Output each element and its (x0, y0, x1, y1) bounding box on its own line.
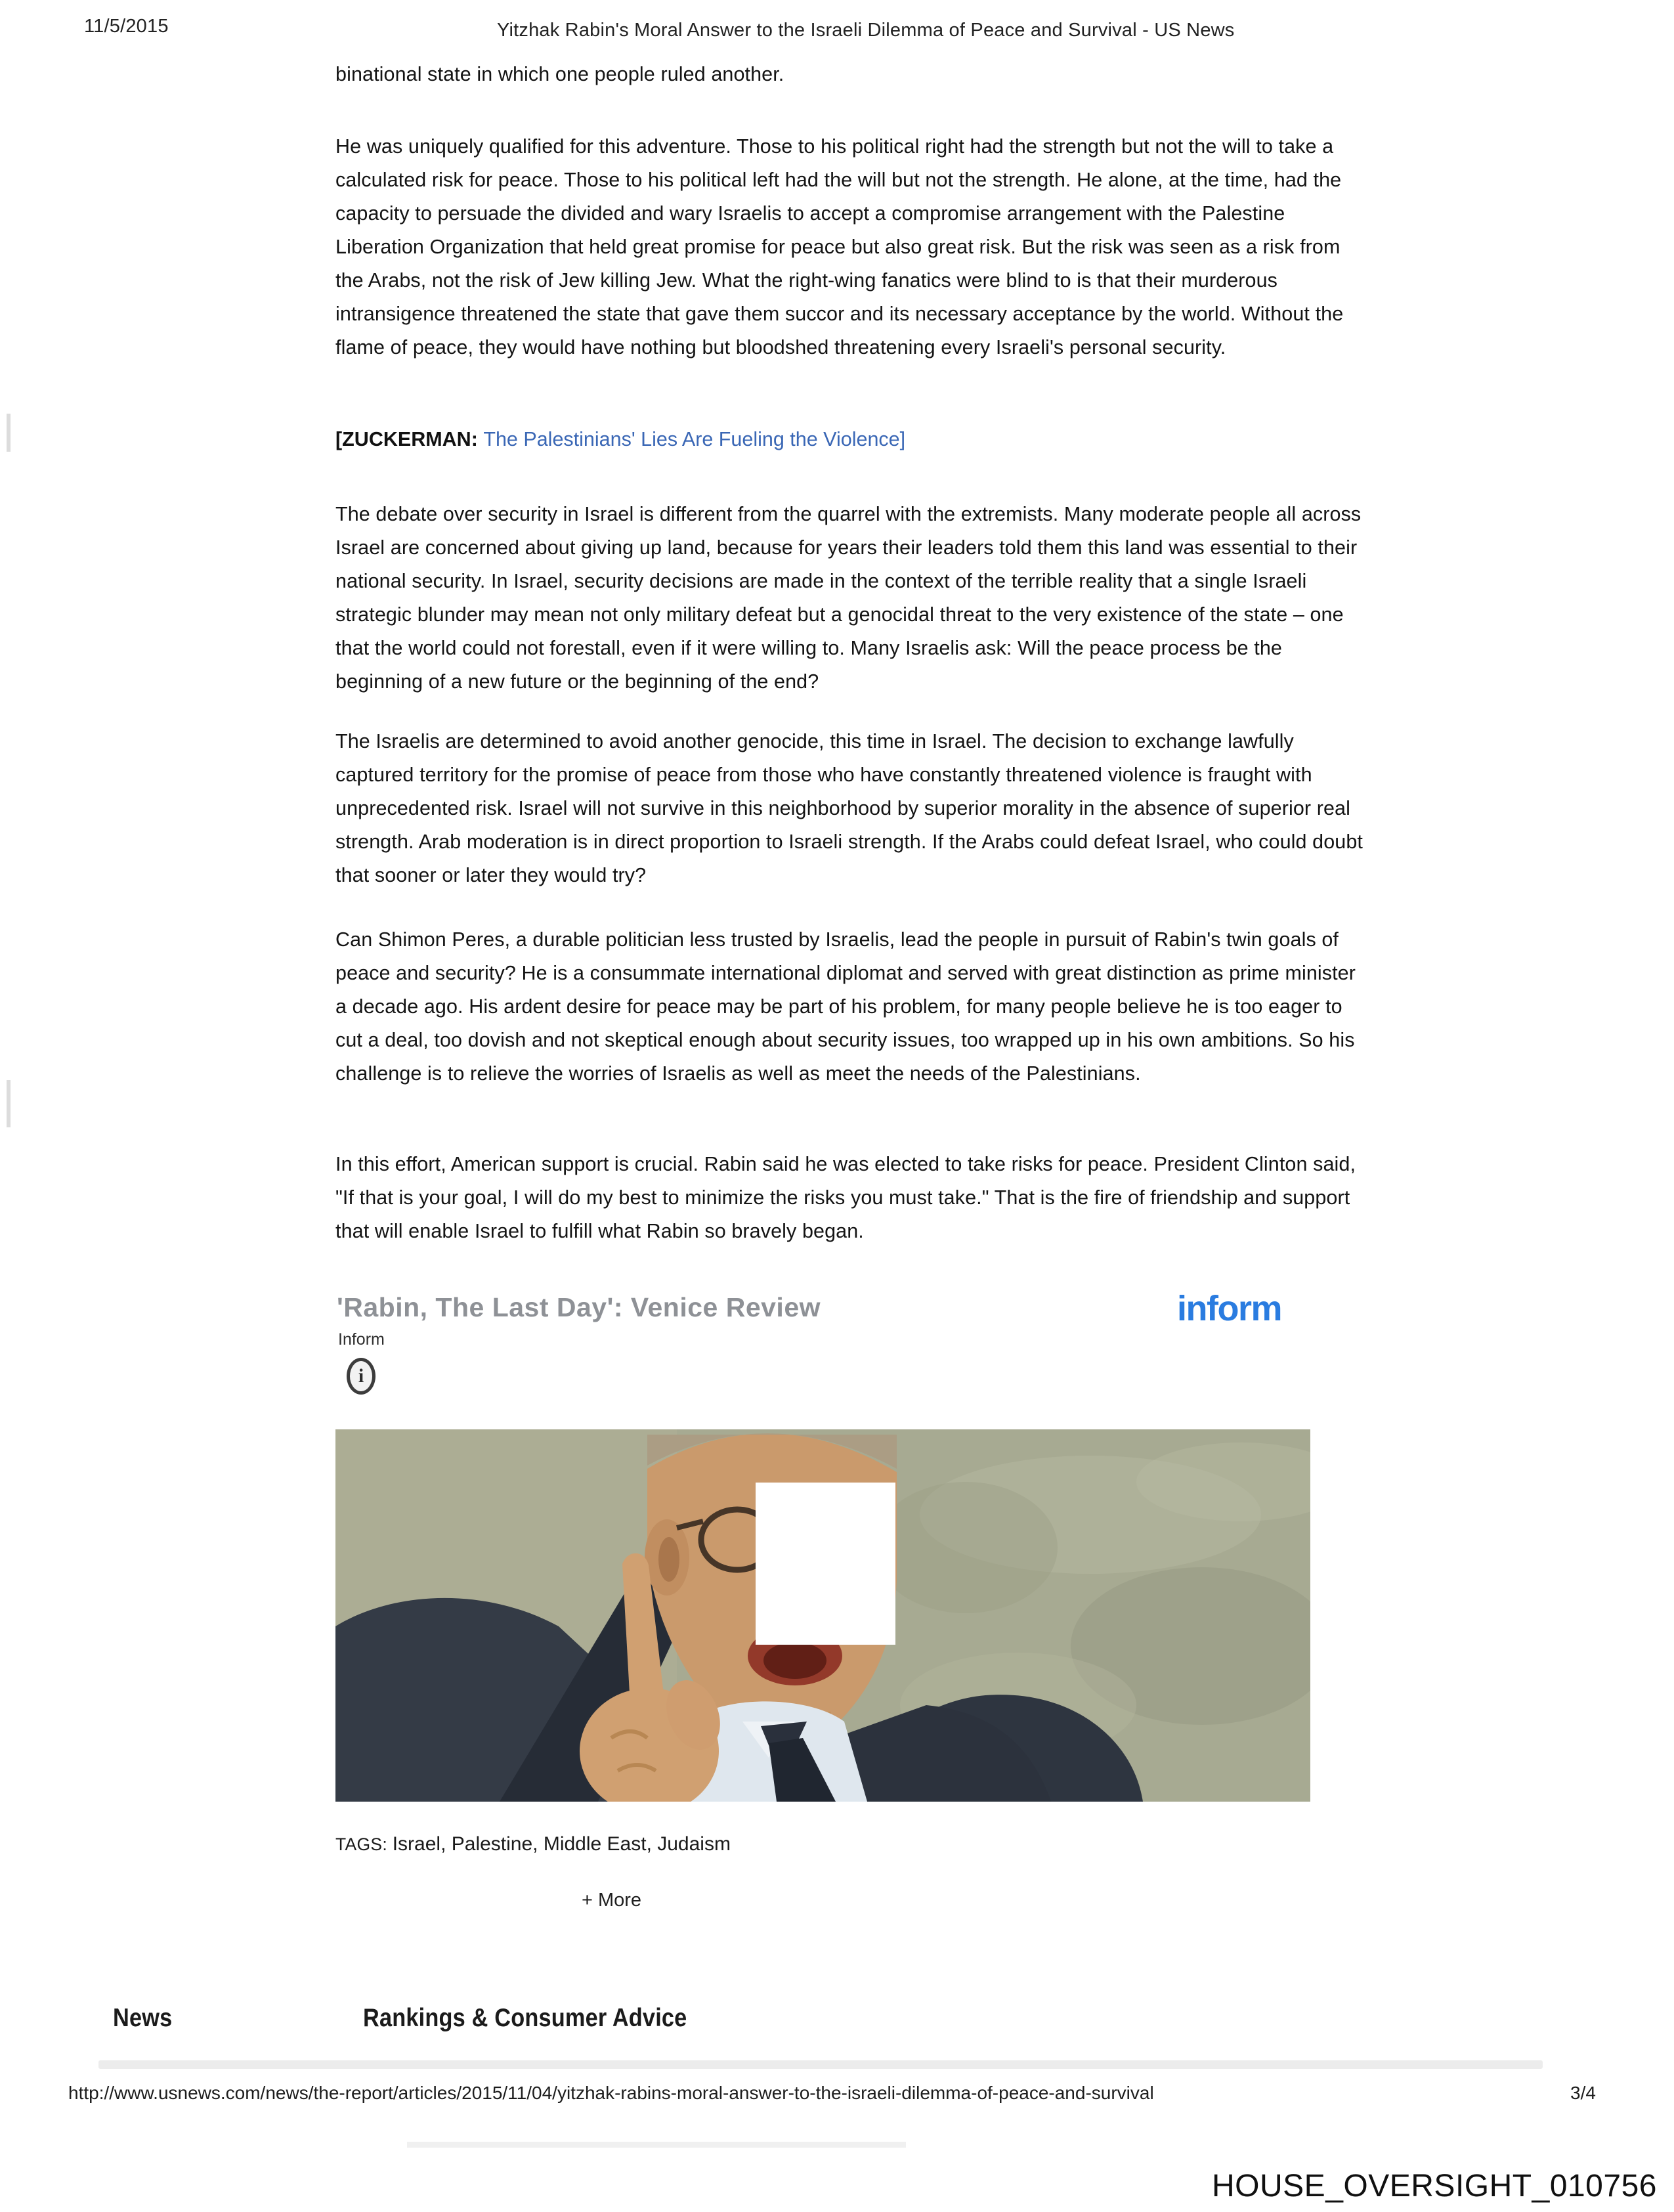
more-button[interactable]: + More (582, 1890, 642, 1911)
zuckerman-article-link[interactable]: The Palestinians' Lies Are Fueling the Violence] (483, 428, 906, 450)
article-paragraph: The debate over security in Israel is different from the quarrel with the extremists. Many moderate people all across Israel are concerned about giving up land, because for years their leaders told them this land was essential to their national security. In Israel, security decisions are made in the context of the terrible reality that a single Israeli strategic blunder may mean not only military defeat but a genocidal threat to the very existence of the state – one that the world could not forestall, even if it were willing to. Many Israelis ask: Will the peace process be the beginning of a new future or the beginning of the end? (335, 503, 1362, 693)
scan-band (407, 2142, 906, 2148)
info-icon[interactable]: i (347, 1358, 376, 1395)
zuckerman-label: [ZUCKERMAN: (335, 428, 484, 450)
nav-heading-news[interactable]: News (113, 2004, 173, 2032)
article-paragraph: He was uniquely qualified for this adventure. Those to his political right had the strength but not the will to take a calculated risk for peace. Those to his political left had the will but not the strength. He alone, at the time, had the capacity to persuade the divided and wary Israelis to accept a compromise arrangement with the Palestine Liberation Organization that held great promise for peace but also great risk. But the risk was seen as a risk from the Arabs, not the risk of Jew killing Jew. What the right-wing fanatics were blind to is that their murderous intransigence threatened the state that gave them succor and its necessary acceptance by the world. Without the flame of peace, they would have nothing but bloodshed threatening every Israeli's personal security. (335, 135, 1344, 358)
tags-list[interactable]: Israel, Palestine, Middle East, Judaism (392, 1833, 731, 1855)
scan-band (98, 2060, 1543, 2069)
nav-heading-rankings[interactable]: Rankings & Consumer Advice (363, 2004, 687, 2032)
zuckerman-reference-line (335, 423, 905, 456)
article-paragraph: The Israelis are determined to avoid another genocide, this time in Israel. The decision to exchange lawfully captured territory for the promise of peace from those who have constantly threatened violence is fraught with unprecedented risk. Israel will not survive in this neighborhood by superior morality in the absence of superior real strength. Arab moderation is in direct proportion to Israeli strength. If the Arabs could defeat Israel, who could doubt that sooner or later they would try? (335, 730, 1363, 886)
redaction-box (756, 1483, 895, 1645)
tags-label: TAGS: (335, 1834, 393, 1854)
rabin-photo-illustration (335, 1429, 1310, 1802)
footer-url[interactable]: http://www.usnews.com/news/the-report/articles/2015/11/04/yitzhak-rabins-moral-answer-to-the-israeli-dilemma-of-peace-and-survival (68, 2083, 1154, 2103)
print-date: 11/5/2015 (84, 16, 169, 37)
print-title: Yitzhak Rabin's Moral Answer to the Israeli Dilemma of Peace and Survival - US News (497, 20, 1235, 41)
scan-artifact (7, 414, 11, 452)
article-photo (335, 1429, 1310, 1802)
bates-stamp: HOUSE_OVERSIGHT_010756 (1212, 2169, 1657, 2203)
tags-row (335, 1833, 731, 1855)
article-paragraph-fragment: binational state in which one people ruled another. (335, 63, 784, 85)
article-paragraph: Can Shimon Peres, a durable politician less trusted by Israelis, lead the people in pursuit of Rabin's twin goals of peace and security? He is a consummate international diplomat and served with great distinction as prime minister a decade ago. His ardent desire for peace may be part of his problem, for many people believe he is too eager to cut a deal, too dovish and not skeptical enough about security issues, too wrapped up in his own ambitions. So his challenge is to relieve the worries of Israelis as well as meet the needs of the Palestinians. (335, 928, 1356, 1085)
page-indicator: 3/4 (1570, 2083, 1596, 2103)
inform-logo[interactable]: inform (1177, 1289, 1281, 1328)
video-widget-title[interactable]: 'Rabin, The Last Day': Venice Review (337, 1292, 821, 1322)
video-widget-source: Inform (338, 1330, 385, 1349)
article-paragraph: In this effort, American support is crucial. Rabin said he was elected to take risks for peace. President Clinton said, "If that is your goal, I will do my best to minimize the risks you must take." That is the fire of friendship and support that will enable Israel to fulfill what Rabin so bravely began. (335, 1153, 1356, 1242)
scan-artifact (7, 1080, 11, 1127)
